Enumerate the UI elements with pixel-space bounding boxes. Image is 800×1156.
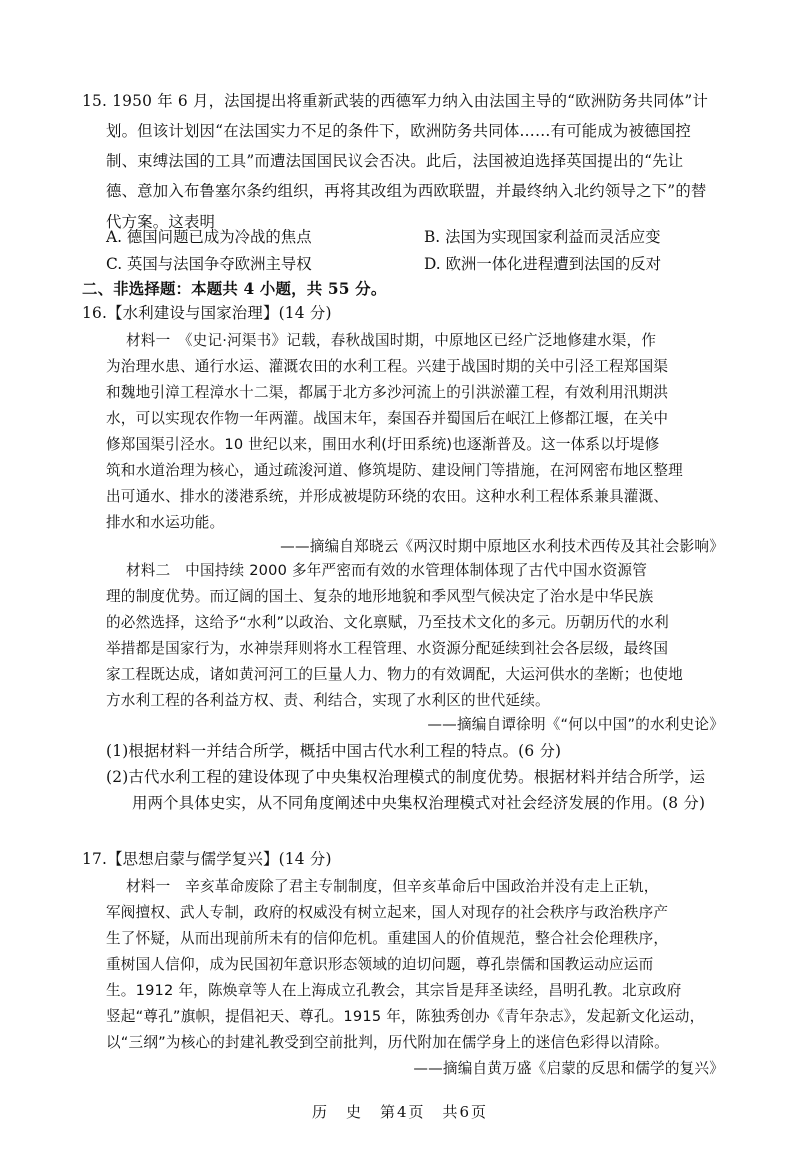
q16-material2-line-6: 方水利工程的各利益方权、责、利结合，实现了水利区的世代延续。 <box>106 692 550 709</box>
q16-material2-line-1: 材料二 中国持续 2000 多年严密而有效的水管理体制体现了古代中国水资源管 <box>126 562 648 579</box>
page-footer: 历 史 第4页 共6页 <box>311 1103 489 1121</box>
q15-option-a[interactable]: A. 德国问题已成为冷战的焦点 <box>106 228 312 246</box>
q15-line-3: 制、束缚法国的工具”而遭法国国民议会否决。此后，法国被迫选择英国提出的“先让 <box>106 152 684 170</box>
q17-material1-line-6: 竖起“尊孔”旗帜，提倡祀天、尊孔。1915 年，陈独秀创办《青年杂志》，发起新文化运动， <box>106 1008 705 1025</box>
q15-line-2: 划。但该计划因“在法国实力不足的条件下，欧洲防务共同体……有可能成为被德国控 <box>106 122 691 140</box>
q17-material1-line-3: 生了怀疑，从而出现前所未有的信仰危机。重建国人的价值规范，整合社会伦理秩序， <box>106 930 669 947</box>
q16-material1-line-7: 出可通水、排水的溇港系统，并形成被堤防环绕的农田。这种水利工程体系兼具灌溉、 <box>106 488 669 505</box>
q16-material1-line-1: 材料一 《史记·河渠书》记载，春秋战国时期，中原地区已经广泛地修建水渠，作 <box>126 332 657 349</box>
q16-source-2: ——摘编自谭徐明《“何以中国”的水利史论》 <box>427 716 724 733</box>
q16-material2-line-2: 理的制度优势。而辽阔的国土、复杂的地形地貌和季风型气候决定了治水是中华民族 <box>106 588 654 605</box>
q15-option-d[interactable]: D. 欧洲一体化进程遭到法国的反对 <box>424 255 662 273</box>
q16-title: 16.【水利建设与国家治理】(14 分) <box>82 304 332 322</box>
q17-material1-line-5: 生。1912 年，陈焕章等人在上海成立孔教会，其宗旨是拜圣读经，昌明孔教。北京政府 <box>106 982 682 999</box>
q17-title: 17.【思想启蒙与儒学复兴】(14 分) <box>82 850 332 868</box>
q16-material1-line-5: 修郑国渠引泾水。10 世纪以来，围田水利(圩田系统)也逐渐普及。这一体系以圩堤修 <box>106 436 660 453</box>
q17-material1-line-7: 以“三纲”为核心的封建礼教受到空前批判，历代附加在儒学身上的迷信色彩得以清除。 <box>106 1034 669 1051</box>
q16-material2-line-5: 家工程既达成，诸如黄河河工的巨量人力、物力的有效调配，大运河供水的垄断；也使地 <box>106 666 683 683</box>
q15-line-4: 德、意加入布鲁塞尔条约组织，再将其改组为西欧联盟，并最终纳入北约领导之下”的替 <box>106 182 707 200</box>
q16-material2-line-4: 举措都是国家行为，水神崇拜则将水工程管理、水资源分配延续到社会各层级，最终国 <box>106 640 669 657</box>
q15-line-1: 15. 1950 年 6 月，法国提出将重新武装的西德军力纳入由法国主导的“欧洲防务共同体”计 <box>82 92 709 110</box>
q16-subquestion-1: (1)根据材料一并结合所学，概括中国古代水利工程的特点。(6 分) <box>106 742 562 760</box>
section-heading: 二、非选择题：本题共 4 小题，共 55 分。 <box>82 280 387 298</box>
q17-material1-line-1: 材料一 辛亥革命废除了君主专制制度，但辛亥革命后中国政治并没有走上正轨， <box>126 878 659 895</box>
q16-material1-line-4: 水，可以实现农作物一年两灌。战国末年，秦国吞并蜀国后在岷江上修都江堰，在关中 <box>106 410 669 427</box>
q16-material2-line-3: 的必然选择，这给予“水利”以政治、文化禀赋，乃至技术文化的多元。历朝历代的水利 <box>106 614 669 631</box>
q16-subquestion-2-line-2: 用两个具体史实，从不同角度阐述中央集权治理模式对社会经济发展的作用。(8 分) <box>132 794 706 812</box>
q16-subquestion-2-line-1: (2)古代水利工程的建设体现了中央集权治理模式的制度优势。根据材料并结合所学，运 <box>106 768 706 786</box>
q15-line-5: 代方案。这表明 <box>106 213 216 231</box>
q17-material1-line-2: 军阀擅权、武人专制，政府的权威没有树立起来，国人对现存的社会秩序与政治秩序产 <box>106 904 669 921</box>
q15-option-c[interactable]: C. 英国与法国争夺欧洲主导权 <box>106 255 312 273</box>
q16-material1-line-2: 为治理水患、通行水运、灌溉农田的水利工程。兴建于战国时期的关中引泾工程郑国渠 <box>106 358 669 375</box>
q16-material1-line-6: 筑和水道治理为核心，通过疏浚河道、修筑堤防、建设闸门等措施，在河网密布地区整理 <box>106 462 683 479</box>
q16-source-1: ——摘编自郑晓云《两汉时期中原地区水利技术西传及其社会影响》 <box>280 538 724 555</box>
q17-material1-line-4: 重树国人信仰，成为民国初年意识形态领域的迫切问题，尊孔崇儒和国教运动应运而 <box>106 956 654 973</box>
q17-source-1: ——摘编自黄万盛《启蒙的反思和儒学的复兴》 <box>413 1060 724 1077</box>
q16-material1-line-3: 和魏地引漳工程漳水十二渠，都属于北方多沙河流上的引洪淤灌工程，有效利用汛期洪 <box>106 384 669 401</box>
q15-option-b[interactable]: B. 法国为实现国家利益而灵活应变 <box>424 228 661 246</box>
q16-material1-line-8: 排水和水运功能。 <box>106 514 225 531</box>
